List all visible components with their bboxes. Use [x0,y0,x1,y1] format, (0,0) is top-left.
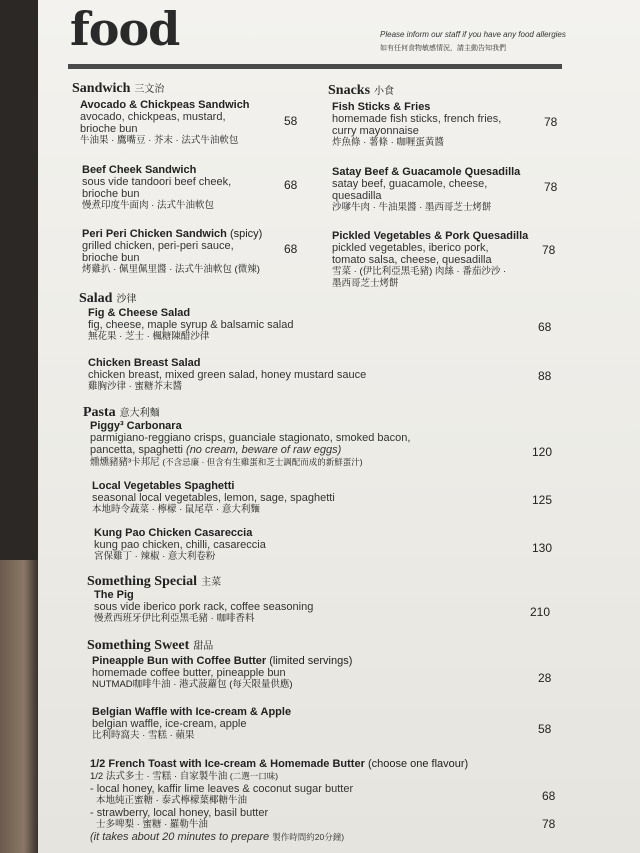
menu-item: Fig & Cheese Salad fig, cheese, maple syrup & balsamic salad 無花果 · 芝士 · 楓糖陳醋沙律 [88,307,294,342]
menu-item: Belgian Waffle with Ice-cream & Apple belgian waffle, ice-cream, apple 比利時窩夫 · 雪糕 · 蘋果 [92,706,292,741]
menu-item: Pineapple Bun with Coffee Butter (limited servings) homemade coffee butter, pineapple bun NUTMAD咖啡牛油 · 港式菠蘿包 (每天限量供應) [92,655,353,690]
item-price: 58 [538,722,552,736]
item-price: 28 [538,671,552,685]
menu-item: Fish Sticks & Fries homemade fish sticks, french fries, curry mayonnaise 炸魚條 · 薯條 · 咖喱蛋黃醬 [332,101,502,148]
menu-item: Pickled Vegetables & Pork Quesadilla pickled vegetables, iberico pork, tomato salsa, cheese, quesadilla 雪菜 · (伊比利亞黑毛豬) 肉絲 · 番茄沙沙 · 墨西哥芝士烤餅 [332,230,529,289]
menu-item: Local Vegetables Spaghetti seasonal local vegetables, lemon, sage, spaghetti 本地時令蔬菜 · 檸檬 · 鼠尾草 · 意大利麵 [92,480,335,515]
item-price: 78 [542,817,556,831]
item-price: 210 [530,605,551,619]
menu-item: Piggy³ Carbonara parmigiano-reggiano crisps, guanciale stagionato, smoked bacon, pancetta, spaghetti (no cream, beware of raw eggs) 燻燻豬豬³卡邦尼 (不含忌廉 · 但含有生雞蛋和芝士調配而成的新鮮蛋汁) [90,420,411,468]
item-price: 130 [532,541,553,555]
item-price: 125 [532,493,553,507]
menu-page [38,0,640,853]
section-pasta: Pasta 意大利麵 [83,405,160,420]
item-price: 58 [284,114,298,128]
item-price: 68 [284,178,298,192]
item-price: 68 [284,242,298,256]
menu-item: Chicken Breast Salad chicken breast, mixed green salad, honey mustard sauce 雞胸沙律 · 蜜糖芥末醬 [88,357,367,392]
section-sandwich: Sandwich 三文治 [72,81,165,96]
allergy-notice: Please inform our staff if you have any food allergies [380,30,566,39]
item-price: 78 [544,180,558,194]
menu-item: The Pig sous vide iberico pork rack, coffee seasoning 慢煮西班牙伊比利亞黑毛豬 · 咖啡香料 [94,589,314,624]
section-something-sweet: Something Sweet 甜品 [87,638,214,653]
page-title: food [70,2,180,56]
item-price: 88 [538,369,552,383]
header-rule [68,64,562,69]
item-price: 78 [542,243,556,257]
section-something-special: Something Special 主菜 [87,574,222,589]
allergy-notice-zh: 如有任何食物敏感情況，請主動告知我們 [380,45,506,52]
menu-item: Peri Peri Chicken Sandwich (spicy) grilled chicken, peri-peri sauce, brioche bun 烤雞扒 · 佩里佩里醬 · 法式牛油軟包 (微辣) [82,228,263,275]
menu-item: Avocado & Chickpeas Sandwich avocado, chickpeas, mustard, brioche bun 牛油果 · 鷹嘴豆 · 芥末 · 法式牛油軟包 [80,99,250,146]
item-price: 78 [544,115,558,129]
finger-shadow [0,560,40,853]
item-price: 68 [538,320,552,334]
menu-item: Beef Cheek Sandwich sous vide tandoori beef cheek, brioche bun 慢煮印度牛面肉 · 法式牛油軟包 [82,164,232,211]
section-salad: Salad 沙律 [79,291,137,306]
menu-item: Kung Pao Chicken Casareccia kung pao chicken, chilli, casareccia 宮保雞丁 · 辣椒 · 意大利卷粉 [94,527,266,562]
section-snacks: Snacks 小食 [328,83,395,98]
menu-item: 1/2 French Toast with Ice-cream & Homemade Butter (choose one flavour) 1/2 法式多士 · 雪糕 · 自家製牛油 (二選一口味) - local honey, kaffir lime leaves & coconut sugar butter 本地純正蜜糖 · 泰式檸檬葉椰糖牛油 - strawberry, local honey, basil butter 士多啤梨 · 蜜糖 · 羅勒牛油 (it takes about 20 minutes to prepare 製作時間約20分鐘) [90,758,469,843]
item-price: 68 [542,789,556,803]
menu-item: Satay Beef & Guacamole Quesadilla satay beef, guacamole, cheese, quesadilla 沙嗲牛肉 · 牛油果醬 · 墨西哥芝士烤餅 [332,166,521,213]
item-price: 120 [532,445,553,459]
